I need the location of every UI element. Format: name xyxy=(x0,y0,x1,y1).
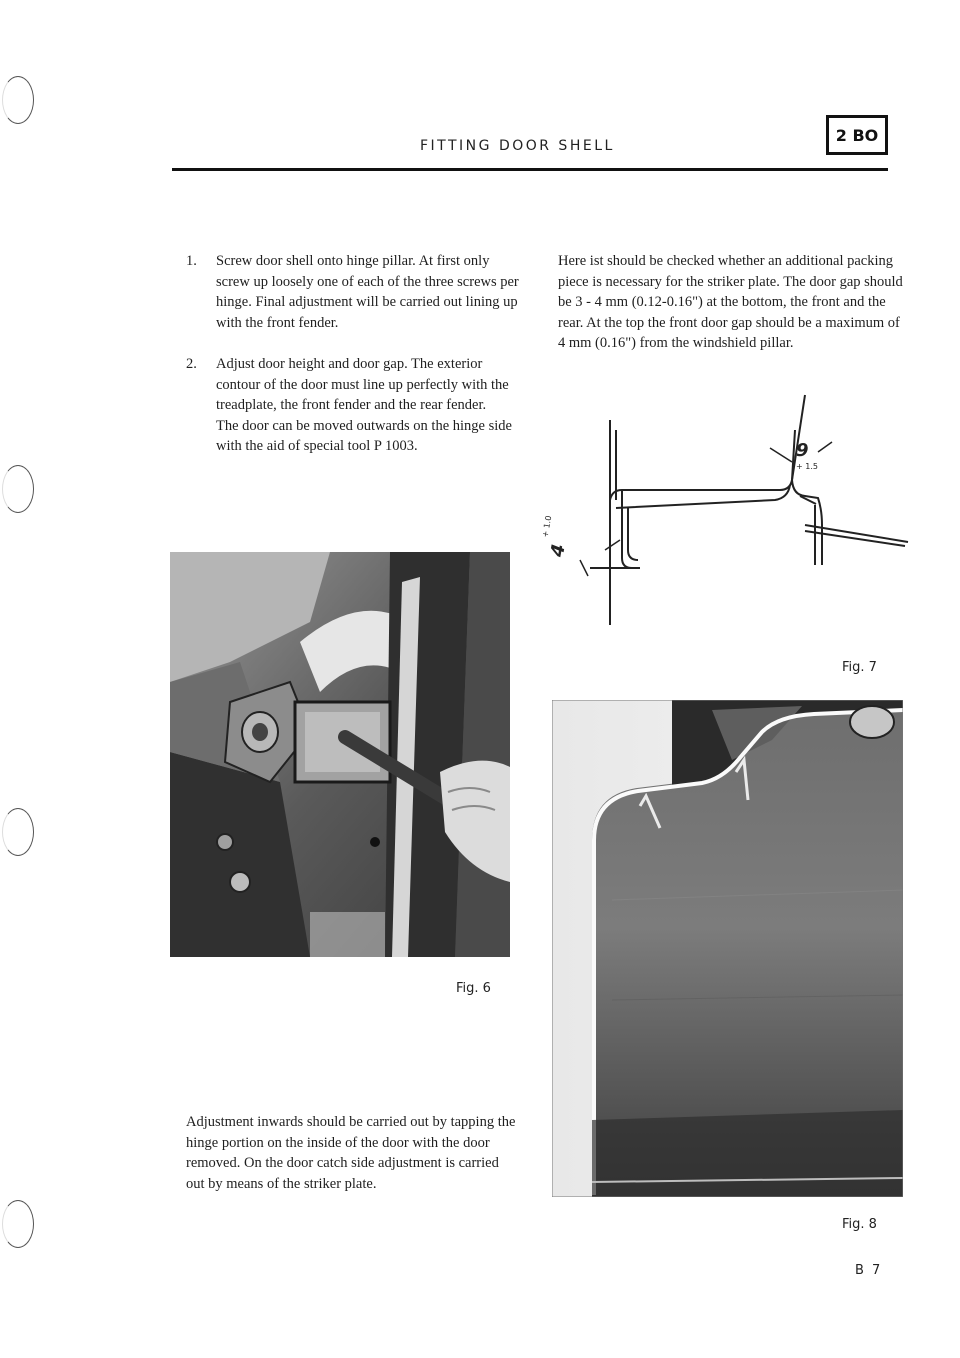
step-number: 2. xyxy=(186,356,197,372)
header-divider xyxy=(172,168,888,171)
fig8-photo xyxy=(552,700,903,1197)
binder-hole xyxy=(2,808,34,856)
fig6-caption: Fig. 6 xyxy=(456,981,491,996)
instructions-list xyxy=(186,251,526,457)
binder-hole xyxy=(2,1200,34,1248)
section-code: 2 BO xyxy=(835,125,879,145)
fig7-diagram xyxy=(540,390,910,640)
fig7-dimension-left-tolerance: + 1.0 xyxy=(540,514,554,539)
step-item xyxy=(186,251,526,333)
page-number: B 7 xyxy=(855,1263,883,1278)
binder-hole xyxy=(2,76,34,124)
fig8-caption: Fig. 8 xyxy=(842,1217,877,1232)
fig7-dimension-top: 9 xyxy=(796,440,809,461)
step-text: Adjust door height and door gap. The exterior contour of the door must line up perfectly with the treadplate, the front fender and the rear fender. xyxy=(216,356,509,413)
binder-hole xyxy=(2,465,34,513)
fig6-photo xyxy=(170,552,510,957)
adjustment-paragraph: Adjustment inwards should be carried out by tapping the hinge portion on the inside of the door with the door removed. On the door catch side adjustment is carried out by means of the striker plate. xyxy=(186,1114,516,1192)
step-text-extra: The door can be moved outwards on the hinge side with the aid of special tool P 1003. xyxy=(216,417,512,454)
section-code-box xyxy=(826,115,888,155)
striker-plate-paragraph: Here ist should be checked whether an additional packing piece is necessary for the striker plate. The door gap should be 3 - 4 mm (0.12-0.16") at the bottom, the front and the rear. At the top the front door gap should be a maximum of 4 mm (0.16") from the windshield pillar. xyxy=(558,253,903,351)
step-text: Screw door shell onto hinge pillar. At first only screw up loosely one of each of the three screws per hinge. Final adjustment will be carried out lining up with the front fender. xyxy=(216,253,519,331)
fig7-caption: Fig. 7 xyxy=(842,660,877,675)
step-item xyxy=(186,354,526,457)
page-title: FITTING DOOR SHELL xyxy=(420,138,615,154)
fig7-dimension-left: 4 xyxy=(546,542,570,559)
fig7-dimension-top-tolerance: + 1.5 xyxy=(796,462,818,471)
step-number: 1. xyxy=(186,253,197,269)
